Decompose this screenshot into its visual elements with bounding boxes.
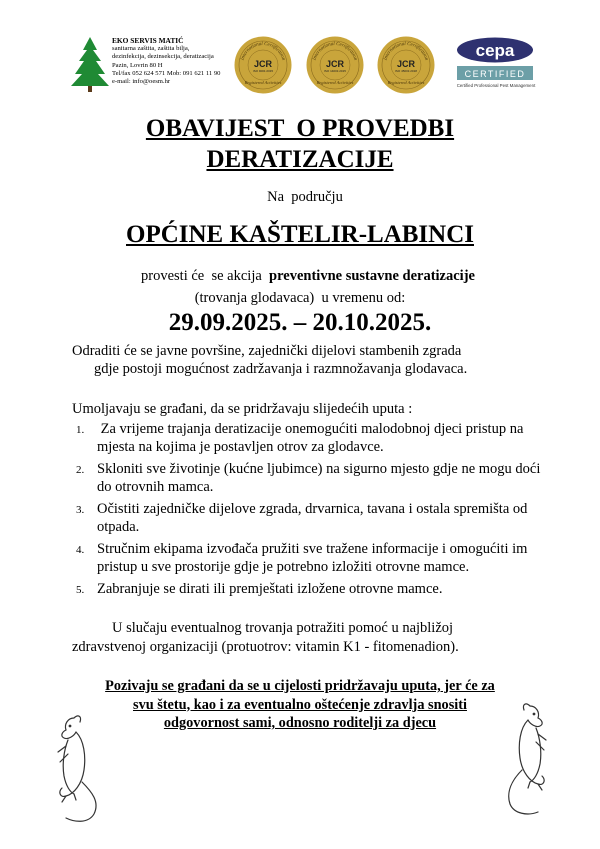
company-line: dezinfekcija, dezinsekcija, deratizacija: [112, 53, 214, 61]
list-item: [72, 580, 542, 598]
seal-standard: ISO 9001:2015: [252, 69, 274, 73]
municipality-name: OPĆINE KAŠTELIR-LABINCI: [126, 221, 474, 248]
action-emphasis: preventivne sustavne deratizacije: [269, 268, 475, 284]
action-line: [16, 268, 600, 285]
seal-arc-top: International Certification: [383, 41, 429, 62]
seal-code: JCR: [253, 59, 273, 69]
list-item: [72, 460, 542, 496]
list-number: 5.: [76, 584, 85, 596]
certification-seal: [306, 36, 364, 94]
seal-arc-bottom: Registered Activities: [387, 80, 425, 85]
warning-line: svu štetu, kao i za eventualno oštećenje zdravlja snositi: [133, 696, 467, 713]
list-text: Skloniti sve životinje (kućne ljubimce) na sigurno mjesto gdje ne mogu doći do otrovnih mamca.: [97, 461, 541, 495]
list-text: Za vrijeme trajanja deratizacije onemogućiti malodobnoj djeci pristup na mjesta na kojima je postavljen otrov za glodavce.: [97, 421, 528, 455]
list-text: Stručnim ekipama izvođača pružiti sve tražene informacije i omogućiti im pristup u sve prostorije gdje je potrebno izložiti otrovne mamce.: [97, 541, 535, 575]
notice-title-line1: OBAVIJEST O PROVEDBI: [145, 115, 455, 142]
list-item: [72, 540, 542, 576]
warning-line: Pozivaju se građani da se u cijelosti pridržavaju uputa, jer će za: [105, 678, 495, 694]
list-number: 4.: [76, 544, 85, 556]
list-item: [72, 420, 542, 456]
certification-seal: [377, 36, 435, 94]
list-number: 1.: [76, 424, 85, 436]
list-text: Zabranjuje se dirati ili premještati izložene otrovne mamce.: [97, 581, 443, 597]
seal-standard: ISO 14001:2015: [324, 69, 346, 73]
seal-arc-top: International Certification: [312, 41, 358, 62]
rat-illustration-left: [44, 710, 106, 830]
scope-line: Odraditi će se javne površine, zajednički dijelovi stambenih zgrada: [72, 343, 462, 359]
seal-code: JCR: [325, 59, 345, 69]
scope-line: gdje postoji mogućnost zadržavanja i razmnožavanja glodavaca.: [94, 361, 468, 377]
company-name: EKO SERVIS MATIĆ: [112, 36, 184, 45]
instructions-intro: Umoljavaju se građani, da se pridržavaju slijedećih uputa :: [72, 401, 413, 417]
action-prefix: provesti će se akcija: [141, 268, 270, 284]
area-label: Na području: [267, 189, 343, 205]
cepa-subtitle: Certified Professional Pest Management: [456, 83, 536, 88]
seal-arc-bottom: Registered Activities: [316, 80, 354, 85]
cepa-wordmark: cepa: [475, 41, 515, 60]
list-item: [72, 500, 542, 536]
period-label: (trovanja glodavaca) u vremenu od:: [194, 290, 406, 306]
company-line: Pazin, Lovrin 80 H: [112, 61, 163, 69]
instructions-list: [72, 420, 542, 602]
company-line: Tel/fax 052 624 571 Mob: 091 621 11 90: [112, 69, 221, 77]
list-number: 2.: [76, 464, 85, 476]
list-text: Očistiti zajedničke dijelove zgrada, drvarnica, tavana i ostala spremišta od otpada.: [97, 501, 528, 535]
poison-note-line: zdravstvenoj organizaciji (protuotrov: vitamin K1 - fitomenadion).: [72, 639, 459, 655]
seal-standard: ISO 45001:2018: [395, 69, 417, 73]
date-range: 29.09.2025. – 20.10.2025.: [168, 309, 432, 336]
rat-illustration-right: [498, 700, 560, 820]
company-line: e-mail: info@oesm.hr: [112, 78, 171, 86]
company-tree-logo: [70, 36, 110, 92]
list-number: 3.: [76, 504, 85, 516]
poison-note-line: U slučaju eventualnog trovanja potražiti pomoć u najbližoj: [112, 620, 454, 636]
seal-arc-top: International Certification: [240, 41, 286, 62]
cepa-badge: CERTIFIED: [464, 69, 526, 79]
notice-title-line2: DERATIZACIJE: [206, 146, 394, 173]
certification-seal: [234, 36, 292, 94]
seal-arc-bottom: Registered Activities: [244, 80, 282, 85]
seal-code: JCR: [396, 59, 416, 69]
warning-line: odgovornost sami, odnosno roditelji za djecu: [163, 715, 437, 731]
company-line: sanitarna zaštita, zaštita bilja,: [112, 45, 190, 53]
